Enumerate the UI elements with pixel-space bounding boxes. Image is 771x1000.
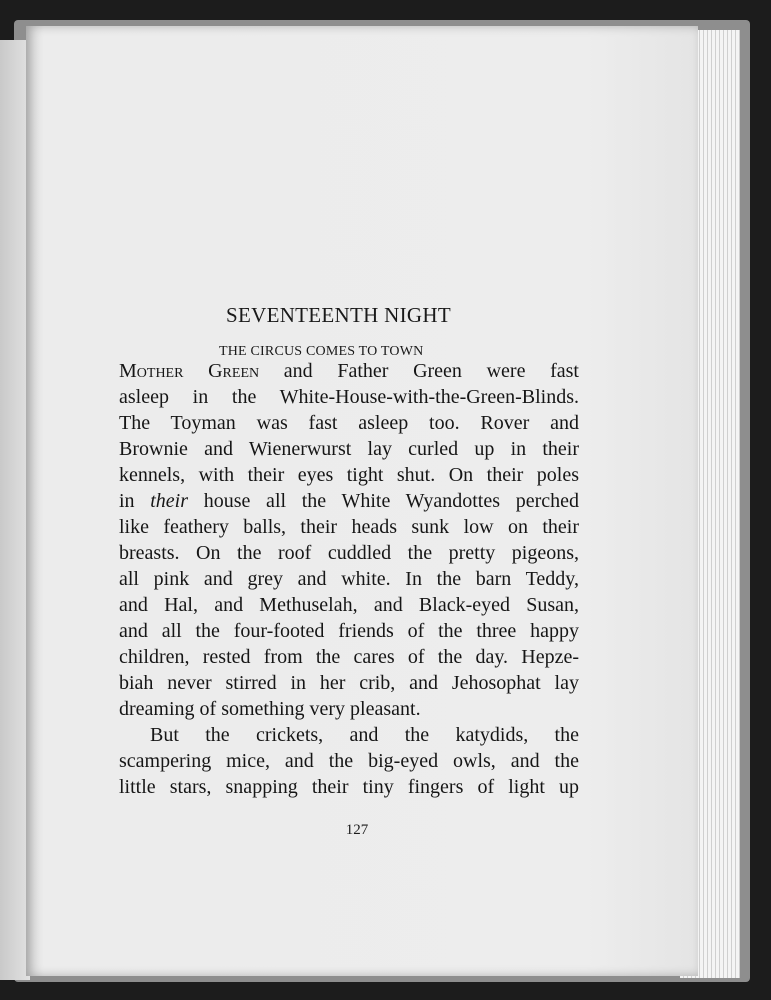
text-line: in their house all the White Wyandottes perched [119,490,579,512]
text-line: The Toyman was fast asleep too. Rover and [119,412,579,434]
text-line: kennels, with their eyes tight shut. On their poles [119,464,579,486]
text-line: all pink and grey and white. In the barn Teddy, [119,568,579,590]
text-line: scampering mice, and the big-eyed owls, and the [119,750,579,772]
text-line: like feathery balls, their heads sunk low on their [119,516,579,538]
page-number: 127 [345,822,369,838]
text-line: children, rested from the cares of the day. Hepze- [119,646,579,668]
chapter-title: SEVENTEENTH NIGHT [226,303,451,327]
text-line: Brownie and Wienerwurst lay curled up in their [119,438,579,460]
text-line: biah never stirred in her crib, and Jehosophat lay [119,672,579,694]
text-line: asleep in the White-House-with-the-Green-Blinds. [119,386,579,408]
book-page [26,26,698,976]
chapter-subtitle: THE CIRCUS COMES TO TOWN [219,344,424,359]
text-line: and all the four-footed friends of the three happy [119,620,579,642]
text-line: little stars, snapping their tiny fingers of light up [119,776,579,798]
text-line: and Hal, and Methuselah, and Black-eyed Susan, [119,594,579,616]
text-line: Mother Green and Father Green were fast [119,360,579,382]
text-line: breasts. On the roof cuddled the pretty pigeons, [119,542,579,564]
italic-word: their [150,490,189,512]
text-line: dreaming of something very pleasant. [119,698,421,720]
small-caps-opening: Mother Green [119,360,260,382]
text-line: But the crickets, and the katydids, the [150,724,579,746]
